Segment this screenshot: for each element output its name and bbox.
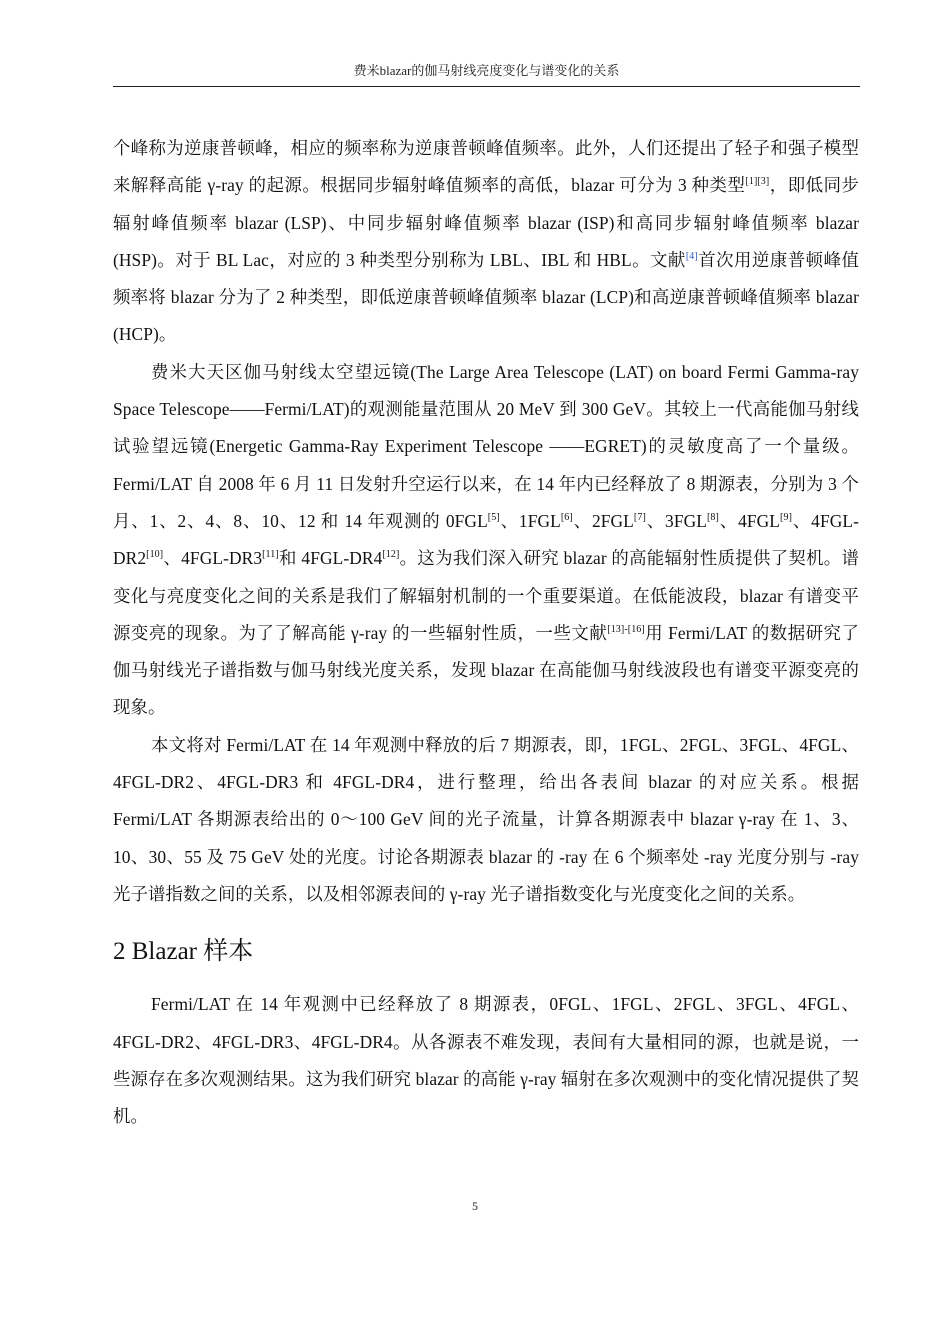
paragraph-method bbox=[113, 727, 859, 913]
text-run: 、2FGL bbox=[572, 510, 634, 531]
page-number: 5 bbox=[472, 1199, 478, 1213]
text-run: 用 Fermi/LAT 的数据研究了伽马射线光子谱指数与伽马射线光度关系，发现 blazar 在高能伽马射线波段也有谱变平源变亮的现象。 bbox=[113, 622, 859, 718]
text-run: ，即低同步辐射峰值频率 blazar (LSP)、中同步辐射峰值频率 blazar (ISP)和高同步辐射峰值频率 blazar (HSP)。对于 BL Lac，对应的 3 种类型分别称为 LBL、IBL 和 HBL。文献 bbox=[113, 175, 859, 270]
text-run: 个峰称为逆康普顿峰，相应的频率称为逆康普顿峰值频率。此外，人们还提出了轻子和强子模型来解释高能 γ-ray 的起源。根据同步辐射峰值频率的高低，blazar 可分为 3 种类型 bbox=[113, 138, 859, 196]
text-run: 和 4FGL-DR4 bbox=[278, 548, 383, 569]
paragraph-fermi-lat bbox=[113, 354, 859, 727]
paragraph-intro-continued bbox=[113, 130, 859, 354]
citation-link[interactable]: [4] bbox=[685, 250, 698, 262]
text-run: 本文将对 Fermi/LAT 在 14 年观测中释放的后 7 期源表，即，1FGL、2FGL、3FGL、4FGL、4FGL-DR2、4FGL-DR3 和 4FGL-DR4，进行整理，给出各表间 blazar 的对应关系。根据 Fermi/LAT 各期源表给出的 0～100 GeV 间的光子流量，计算各期源表中 blazar γ-ray 在 1、3、10、30、55 及 75 GeV 处的光度。讨论各期源表 blazar 的 -ray 在 6 个频率处 -ray 光度分别与 -ray 光子谱指数之间的关系，以及相邻源表间的 γ-ray 光子谱指数变化与光度变化之间的关系。 bbox=[113, 734, 859, 904]
citation[interactable]: [8] bbox=[706, 511, 719, 523]
text-run: 费米大天区伽马射线太空望远镜(The Large Area Telescope (LAT) on board Fermi Gamma-ray Space Telescope——Fermi/LAT)的观测能量范围从 20 MeV 到 300 GeV。其较上一代高能伽马射线试验望远镜(Energetic Gamma-Ray Experiment Telescope ——EGRET)的灵敏度高了一个量级。Fermi/LAT 自 2008 年 6 月 11 日发射升空运行以来，在 14 年内已经释放了 8 期源表，分别为 3 个月、1、2、4、8、10、12 和 14 年观测的 0FGL bbox=[113, 361, 859, 531]
citation[interactable]: [5] bbox=[487, 511, 500, 523]
paragraph-sample bbox=[113, 986, 859, 1135]
text-run: 。这为我们深入研究 blazar 的高能辐射性质提供了契机。谱变化与亮度变化之间的关系是我们了解辐射机制的一个重要渠道。在低能波段，blazar 有谱变平源变亮的现象。为了了解高能 γ-ray 的一些辐射性质，一些文献 bbox=[113, 548, 859, 643]
text-run: 首次用逆康普顿峰值频率将 blazar 分为了 2 种类型，即低逆康普顿峰值频率 blazar (LCP)和高逆康普顿峰值频率 blazar (HCP)。 bbox=[113, 249, 859, 345]
section-heading: 2 Blazar 样本 bbox=[113, 938, 254, 966]
running-header: 费米blazar的伽马射线亮度变化与谱变化的关系 bbox=[113, 60, 860, 87]
main-body bbox=[113, 130, 859, 1135]
citation[interactable]: [11] bbox=[262, 549, 279, 561]
citation[interactable]: [12] bbox=[382, 549, 400, 561]
text-run: Fermi/LAT 在 14 年观测中已经释放了 8 期源表，0FGL、1FGL、2FGL、3FGL、4FGL、4FGL-DR2、4FGL-DR3、4FGL-DR4。从各源表不难发现，表间有大量相同的源，也就是说，一些源存在多次观测结果。这为我们研究 blazar 的高能 γ-ray 辐射在多次观测中的变化情况提供了契机。 bbox=[113, 994, 859, 1127]
citation[interactable]: [9] bbox=[780, 511, 793, 523]
text-run: 、4FGL-DR2 bbox=[113, 510, 859, 569]
citation[interactable]: [6] bbox=[560, 511, 573, 523]
citation[interactable]: [13]-[16] bbox=[607, 623, 645, 635]
text-run: 、4FGL-DR3 bbox=[163, 548, 263, 569]
text-run: 、1FGL bbox=[499, 510, 561, 531]
text-run: 、3FGL bbox=[645, 510, 707, 531]
citation[interactable]: [7] bbox=[633, 511, 646, 523]
citation[interactable]: [1][3] bbox=[745, 176, 770, 188]
citation[interactable]: [10] bbox=[146, 549, 164, 561]
text-run: 、4FGL bbox=[718, 510, 781, 531]
